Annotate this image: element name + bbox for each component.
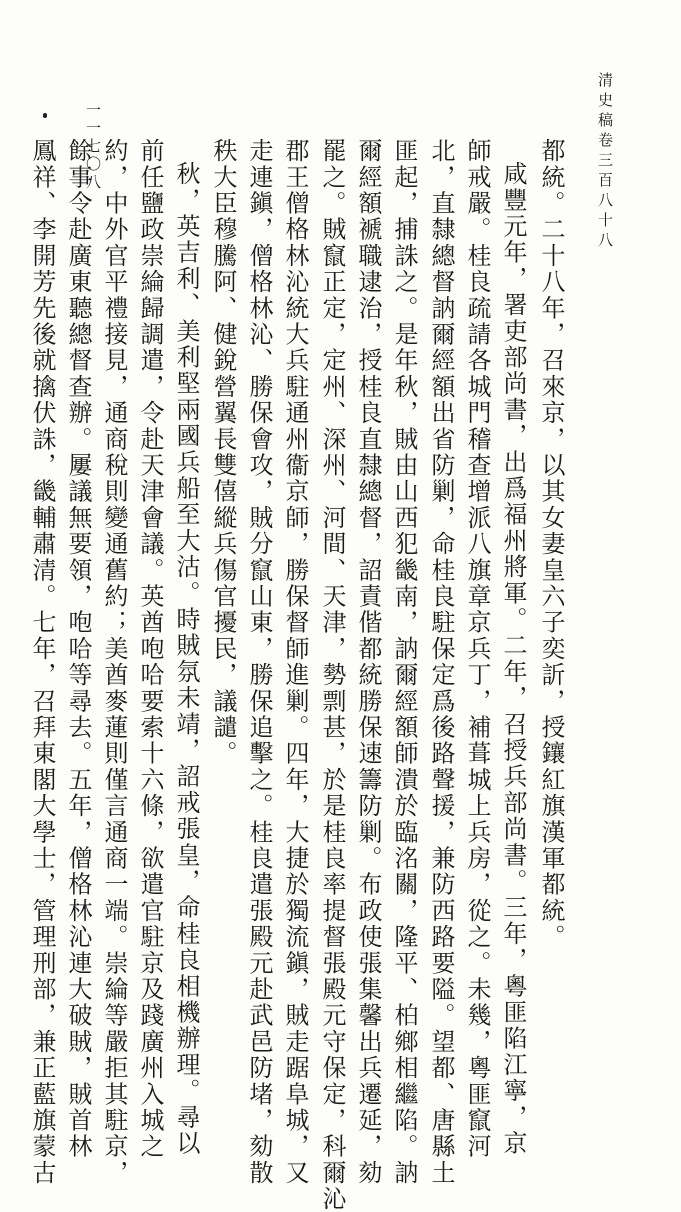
running-header-title: 清史稿卷三百八十八 <box>596 72 614 252</box>
text-column-8: 郡王僧格林沁統大兵駐通州衞京師，勝保督師進剿。四年，大捷於獨流鎭，賊走踞阜城，又 <box>281 138 309 1186</box>
text-column-2: 咸豐元年，署吏部尚書，出爲福州將軍。二年，召授兵部尚書。三年，粵匪陷江寧，京 <box>499 161 527 1157</box>
text-column-10: 秩大臣穆騰阿、健銳營翼長雙僖縱兵傷官擾民，議譴。 <box>209 138 237 767</box>
text-column-15: 鳳祥、李開芳先後就擒伏誅，畿輔肅清。七年，召拜東閣大學士，管理刑部，兼正藍旗蒙古 <box>28 138 56 1186</box>
text-column-4: 北，直隸總督訥爾經額出省防剿，命桂良駐保定爲後路聲援，兼防西路要隘。望都、唐縣土 <box>427 138 455 1186</box>
text-column-5: 匪起，捕誅之。是年秋，賊由山西犯畿南，訥爾經額師潰於臨洺關，隆平、柏鄉相繼陷。訥 <box>390 138 418 1186</box>
ink-dot <box>43 113 47 118</box>
text-column-9: 走連鎭，僧格林沁、勝保會攻，賊分竄山東，勝保追擊之。桂良遣張殿元赴武邑防堵，劾散 <box>245 138 273 1186</box>
text-column-13: 約，中外官平禮接見，通商稅則變通舊約；美酋麥蓮則僅言通商一端。崇綸等嚴拒其駐京， <box>100 138 128 1186</box>
text-column-6: 爾經額褫職逮治，授桂良直隸總督，詔責偕都統勝保速籌防剿。布政使張集馨出兵遷延，劾 <box>354 138 382 1186</box>
text-column-3: 師戒嚴。桂良疏請各城門稽查增派八旗章京兵丁，補葺城上兵房，從之。未幾，粵匪竄河 <box>463 138 491 1160</box>
text-column-14: 餘事令赴廣東聽總督查辦。屢議無要領，咆哈等尋去。五年，僧格林沁連大破賊，賊首林 <box>64 138 92 1160</box>
text-column-12: 前任鹽政崇綸歸調遣，令赴天津會議。英酋咆哈要索十六條，欲遣官駐京及踐廣州入城之 <box>136 138 164 1160</box>
text-column-1: 都統。二十八年，召來京，以其女妻皇六子奕訢，授鑲紅旗漢軍都統。 <box>537 138 565 951</box>
text-column-11: 秋，英吉利、美利堅兩國兵船至大沽。時賊氛未靖，詔戒張皇，命桂良相機辦理。尋以 <box>172 161 200 1157</box>
text-column-7: 罷之。賊竄正定，定州、深州、河間、天津，勢剽甚，於是桂良率提督張殿元守保定，科爾沁 <box>318 138 346 1212</box>
page-number: 一一七〇八 <box>84 102 102 192</box>
